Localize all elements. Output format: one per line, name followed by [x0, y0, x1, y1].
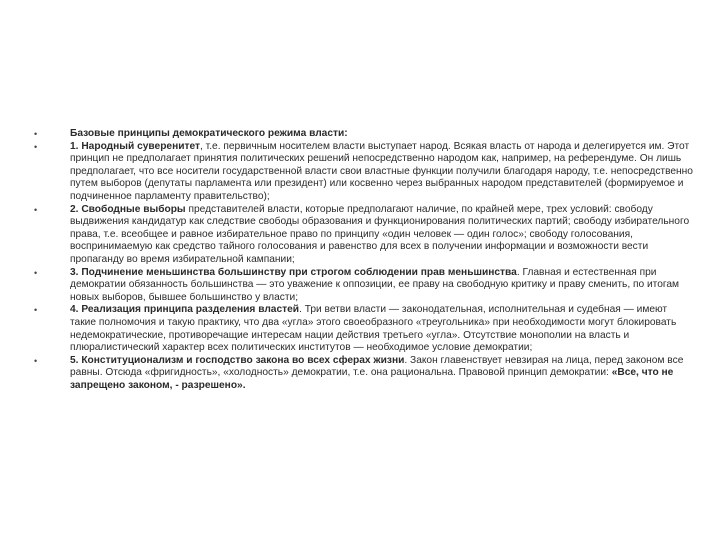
item-text [70, 141, 694, 204]
list-item-majority [34, 267, 694, 305]
list-item-constitutionalism [34, 355, 694, 393]
item-body: . Главная и естественная при демократии обязанность большинства — это уважение к оппозиции, ее праву на свободную критику и праву сменить, по итогам новых выборов, бывшее большинство у власти; [70, 266, 680, 303]
item-title: 5. Конституционализм и господство закона во всех сферах жизни [70, 354, 405, 366]
list-item-separation [34, 304, 694, 354]
list-item-heading [34, 128, 694, 141]
bullet-icon: • [34, 141, 38, 152]
item-body: , т.е. первичным носителем власти выступает народ. Всякая власть от народа и делегируется им. Этот принцип не предполагает принятия политических решений непосредственно народом как, например, на референдуме. Он лишь предполагает, что все носители государственной власти свои властные функции получили благодаря народу, т.е. непосредственно путем выборов (депутаты парламента или президент) или косвенно через выбранных народом представителей (формируемое и подчиненное парламенту правительство); [70, 140, 693, 202]
bullet-icon: • [34, 355, 38, 366]
item-title: 4. Реализация принципа разделения властей [70, 304, 300, 316]
item-title: 2. Свободные выборы [70, 203, 186, 215]
principles-list [34, 128, 694, 392]
bullet-icon: • [34, 305, 38, 316]
item-text [70, 204, 694, 267]
item-text [70, 355, 694, 393]
item-text [70, 304, 694, 354]
item-title: 3. Подчинение меньшинства большинству при строгом соблюдении прав меньшинства [70, 266, 517, 278]
list-item-sovereignty [34, 141, 694, 204]
item-title: 1. Народный суверенитет [70, 140, 201, 152]
bullet-icon: • [34, 129, 38, 139]
bullet-icon: • [34, 267, 38, 278]
item-body: представителей власти, которые предполагают наличие, по крайней мере, трех условий: свободу выдвижения кандидатур как следствие свободы образования и функционирования политических партий; свободу избирательного права, т.е. всеобщее и равное избирательное право по принципу «один человек — один голос»; свободу голосования, воспринимаемую как средство тайного голосования и равенство для всех в получении информации и возможности вести пропаганду во время избирательной кампании; [70, 203, 690, 265]
item-body: . Три ветви власти — законодательная, исполнительная и судебная — имеют такие полномочия и такую практику, что два «угла» этого своеобразного «треугольника» при необходимости могут блокировать недемократические, противоречащие интересам нации действия третьего «угла». Отсутствие монополии на власть и плюралистический характер всех политических институтов — необходимое условие демократии; [70, 304, 677, 354]
heading-bold: Базовые принципы демократического режима власти: [70, 128, 348, 139]
item-tail-bold: «Все, что не запрещено законом, - разрешено». [70, 367, 674, 391]
item-text [70, 128, 694, 141]
item-text [70, 267, 694, 305]
bullet-icon: • [34, 204, 38, 215]
list-item-free-elections [34, 204, 694, 267]
item-body: . Закон главенствует невзирая на лица, перед законом все равны. Отсюда «фригидность», «холодность» демократии, т.е. она рациональна. Правовой принцип демократии: [70, 354, 684, 379]
